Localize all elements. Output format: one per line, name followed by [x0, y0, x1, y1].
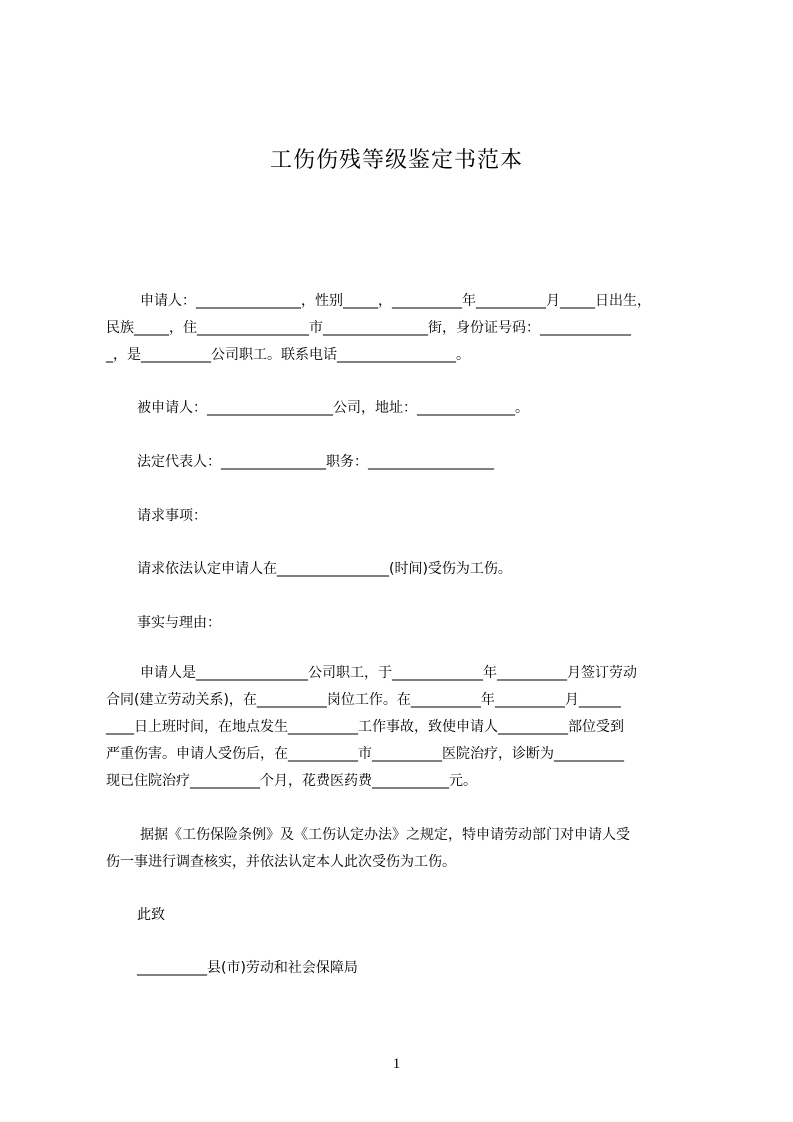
document-title: 工伤伤残等级鉴定书范本 — [269, 148, 523, 173]
facts-heading: 事实与理由： — [137, 615, 221, 631]
applicant-line-3: _，是__________公司职工。联系电话_________________。 — [106, 347, 470, 363]
basis-line-1: 据据《工伤保险条例》及《工伤认定办法》之规定，特申请劳动部门对申请人受 — [140, 827, 630, 843]
claims-heading: 请求事项： — [137, 508, 207, 524]
facts-line-2: 合同(建立劳动关系)，在__________岗位工作。在__________年__________月______ — [106, 692, 621, 708]
recipient-line: __________县(市)劳动和社会保障局 — [137, 960, 358, 976]
page-number: 1 — [392, 1056, 401, 1072]
applicant-line-1: 申请人：_______________，性别_____，__________年__________月_____日出生， — [140, 293, 651, 309]
facts-line-5: 现已住院治疗__________个月，花费医药费___________元。 — [106, 773, 477, 789]
respondent-line: 被申请人：__________________公司，地址：______________。 — [137, 400, 529, 416]
facts-line-4: 严重伤害。申请人受伤后，在__________市__________医院治疗，诊断为__________ — [106, 746, 624, 762]
claim-line: 请求依法认定申请人在________________(时间)受伤为工伤。 — [137, 561, 512, 577]
closing-line: 此致 — [137, 907, 165, 923]
facts-line-1: 申请人是________________公司职工，于_____________年__________月签订劳动 — [140, 665, 637, 681]
legal-representative-line: 法定代表人：_______________职务：__________________ — [137, 454, 494, 470]
basis-line-2: 伤一事进行调查核实，并依法认定本人此次受伤为工伤。 — [106, 854, 456, 870]
applicant-line-2: 民族_____，住________________市_______________街，身份证号码：_____________ — [106, 320, 631, 336]
facts-line-3: ____日上班时间，在地点发生__________工作事故，致使申请人__________部位受到 — [106, 719, 624, 735]
